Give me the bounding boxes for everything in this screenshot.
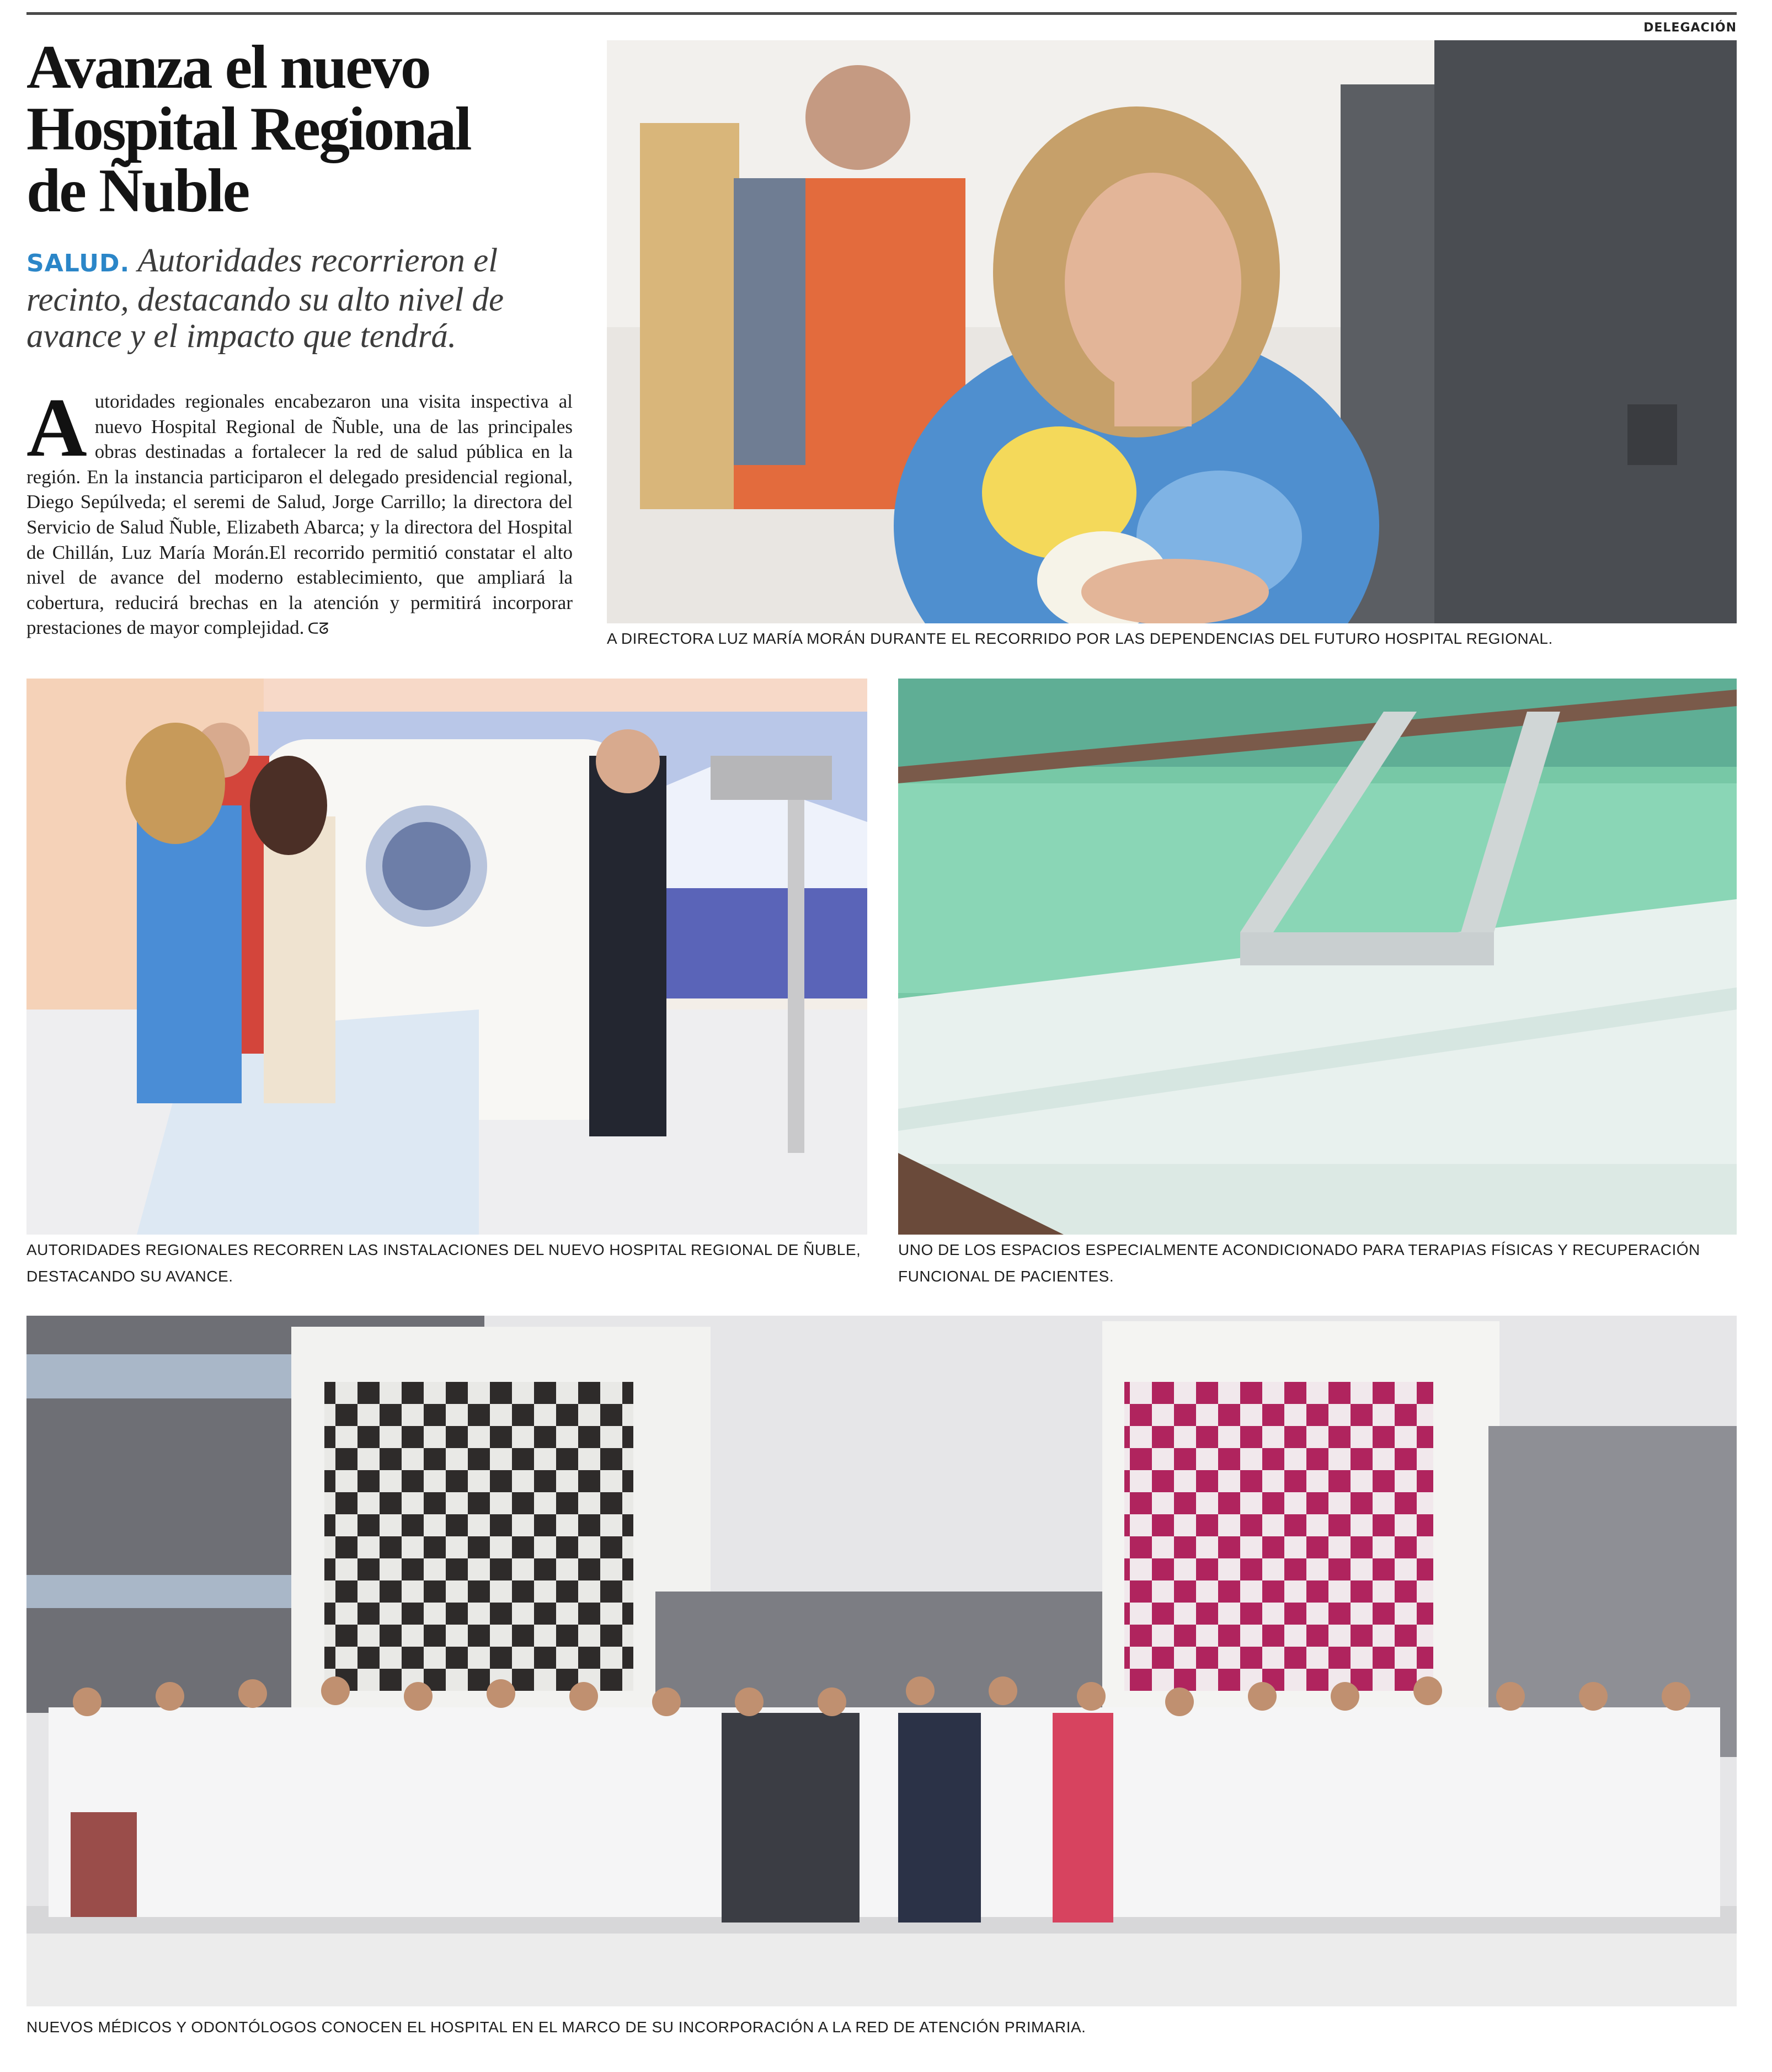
caption-therapy-pool: UNO DE LOS ESPACIOS ESPECIALMENTE ACONDICIONADO PARA TERAPIAS FÍSICAS Y RECUPERACIÓN FUNCIONAL DE PACIENTES. xyxy=(898,1241,1700,1285)
photo-scanner-room-image xyxy=(26,679,867,1235)
photo-group xyxy=(26,1316,1737,2006)
caption-scanner-room: AUTORIDADES REGIONALES RECORREN LAS INSTALACIONES DEL NUEVO HOSPITAL REGIONAL DE ÑUBLE, DESTACANDO SU AVANCE. xyxy=(26,1241,861,1285)
section-tag: DELEGACIÓN xyxy=(1643,21,1737,35)
photo-scanner-room xyxy=(26,679,867,1235)
headline: Avanza el nuevo Hospital Regional de Ñuble xyxy=(26,33,471,225)
caption-director: A DIRECTORA LUZ MARÍA MORÁN DURANTE EL RECORRIDO POR LAS DEPENDENCIAS DEL FUTURO HOSPITAL REGIONAL. xyxy=(607,630,1553,647)
caption-group: NUEVOS MÉDICOS Y ODONTÓLOGOS CONOCEN EL HOSPITAL EN EL MARCO DE SU INCORPORACIÓN A LA RED DE ATENCIÓN PRIMARIA. xyxy=(26,2018,1086,2036)
photo-director xyxy=(607,40,1737,623)
photo-director-image xyxy=(607,40,1737,623)
article-body xyxy=(26,381,573,642)
deck xyxy=(26,243,567,355)
photo-group-image xyxy=(26,1316,1737,2006)
drop-cap: A xyxy=(26,381,87,474)
top-rule xyxy=(26,12,1737,15)
photo-therapy-pool-image xyxy=(898,679,1737,1235)
article-body-text: utoridades regionales encabezaron una visita inspectiva al nuevo Hospital Regional de Ñuble, una de las principales obras destinadas a fortalecer la red de salud pública en la región. En la instancia participaron el delegado presidencial regional, Diego Sepúlveda; el seremi de Salud, Jorge Carrillo; la directora del Servicio de Salud Ñuble, Elizabeth Abarca; y la directora del Hospital de Chillán, Luz María Morán.El recorrido permitió constatar el alto nivel de avance del moderno establecimiento, que ampliará la cobertura, reducirá brechas en la atención y permitirá incorporar prestaciones de mayor complejidad. xyxy=(26,391,573,639)
end-mark-icon: ᑕᘔ xyxy=(307,620,329,638)
deck-text: Autoridades recorrieron el recinto, destacando su alto nivel de avance y el impacto que tendrá. xyxy=(26,242,504,355)
photo-therapy-pool xyxy=(898,679,1737,1235)
kicker: SALUD. xyxy=(26,249,130,277)
